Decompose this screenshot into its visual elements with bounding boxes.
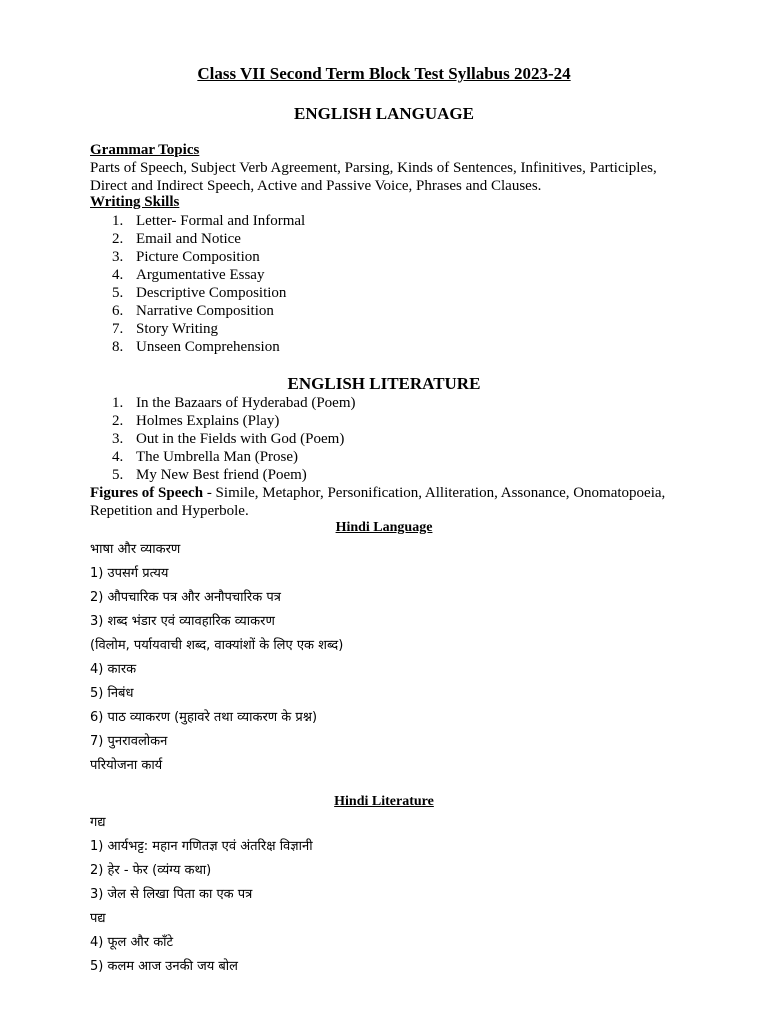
hindi-language-line: 5) निबंध bbox=[90, 686, 134, 701]
list-number: 5. bbox=[112, 467, 124, 483]
list-number: 6. bbox=[112, 303, 124, 319]
list-text: Descriptive Composition bbox=[136, 285, 287, 301]
list-number: 3. bbox=[112, 431, 124, 447]
list-text: Email and Notice bbox=[136, 231, 241, 247]
list-item bbox=[112, 212, 305, 230]
list-number: 7. bbox=[112, 321, 124, 337]
english-literature-list bbox=[112, 394, 356, 484]
list-item bbox=[112, 338, 305, 356]
writing-skills-list bbox=[112, 212, 305, 356]
figures-of-speech bbox=[90, 484, 680, 520]
hindi-literature-line: पद्य bbox=[90, 911, 106, 926]
list-text: In the Bazaars of Hyderabad (Poem) bbox=[136, 395, 356, 411]
figures-text: - Simile, Metaphor, Personification, Alliteration, Assonance, Onomatopoeia, bbox=[203, 485, 666, 501]
figures-line-1 bbox=[90, 484, 680, 502]
list-item bbox=[112, 430, 356, 448]
list-number: 2. bbox=[112, 413, 124, 429]
hindi-language-line: 7) पुनरावलोकन bbox=[90, 734, 168, 749]
hindi-language-line: 6) पाठ व्याकरण (मुहावरे तथा व्याकरण के प्रश्न) bbox=[90, 710, 318, 725]
hindi-literature-line: 5) कलम आज उनकी जय बोल bbox=[90, 959, 238, 974]
list-number: 4. bbox=[112, 267, 124, 283]
grammar-topics-text bbox=[90, 159, 680, 195]
list-item bbox=[112, 394, 356, 412]
hindi-literature-line: 3) जेल से लिखा पिता का एक पत्र bbox=[90, 887, 253, 902]
figures-label: Figures of Speech bbox=[90, 485, 204, 501]
figures-line-2: Repetition and Hyperbole. bbox=[90, 503, 249, 519]
hindi-language-heading: Hindi Language bbox=[335, 520, 433, 535]
list-item bbox=[112, 448, 356, 466]
list-item bbox=[112, 248, 305, 266]
list-item bbox=[112, 412, 356, 430]
list-item bbox=[112, 266, 305, 284]
hindi-literature-line: गद्य bbox=[90, 815, 106, 830]
hindi-language-line: भाषा और व्याकरण bbox=[90, 542, 181, 557]
hindi-language-line: (विलोम, पर्यायवाची शब्द, वाक्यांशों के लिए एक शब्द) bbox=[90, 638, 344, 653]
writing-skills-heading: Writing Skills bbox=[90, 194, 180, 210]
hindi-literature-line: 1) आर्यभट्ट: महान गणितज्ञ एवं अंतरिक्ष विज्ञानी bbox=[90, 839, 313, 854]
hindi-literature-heading: Hindi Literature bbox=[334, 794, 434, 809]
list-number: 2. bbox=[112, 231, 124, 247]
list-text: Letter- Formal and Informal bbox=[136, 213, 306, 229]
list-text: Holmes Explains (Play) bbox=[136, 413, 280, 429]
list-number: 3. bbox=[112, 249, 124, 265]
list-text: The Umbrella Man (Prose) bbox=[136, 449, 299, 465]
english-language-heading: ENGLISH LANGUAGE bbox=[294, 104, 474, 123]
grammar-line-2: Direct and Indirect Speech, Active and Passive Voice, Phrases and Clauses. bbox=[90, 178, 542, 194]
hindi-language-line: 1) उपसर्ग प्रत्यय bbox=[90, 566, 169, 581]
list-number: 8. bbox=[112, 339, 124, 355]
list-text: Picture Composition bbox=[136, 249, 260, 265]
hindi-literature-line: 2) हेर - फेर (व्यंग्य कथा) bbox=[90, 863, 212, 878]
hindi-language-line: 4) कारक bbox=[90, 662, 137, 677]
list-item bbox=[112, 284, 305, 302]
hindi-language-line: परियोजना कार्य bbox=[90, 758, 163, 773]
grammar-topics-heading: Grammar Topics bbox=[90, 142, 200, 158]
hindi-language-line: 2) औपचारिक पत्र और अनौपचारिक पत्र bbox=[90, 590, 281, 605]
list-item bbox=[112, 320, 305, 338]
english-literature-heading: ENGLISH LITERATURE bbox=[287, 374, 481, 393]
hindi-language-line: 3) शब्द भंडार एवं व्यावहारिक व्याकरण bbox=[90, 614, 275, 629]
document-title: Class VII Second Term Block Test Syllabus 2023-24 bbox=[197, 64, 571, 83]
list-item bbox=[112, 466, 356, 484]
list-number: 5. bbox=[112, 285, 124, 301]
list-item bbox=[112, 302, 305, 320]
list-item bbox=[112, 230, 305, 248]
list-text: Unseen Comprehension bbox=[136, 339, 280, 355]
list-number: 4. bbox=[112, 449, 124, 465]
list-text: My New Best friend (Poem) bbox=[136, 467, 307, 483]
list-text: Out in the Fields with God (Poem) bbox=[136, 431, 345, 447]
list-number: 1. bbox=[112, 395, 124, 411]
list-text: Argumentative Essay bbox=[136, 267, 265, 283]
hindi-literature-line: 4) फूल और काँटे bbox=[90, 935, 174, 950]
grammar-line-1: Parts of Speech, Subject Verb Agreement, Parsing, Kinds of Sentences, Infinitives, Participles, bbox=[90, 160, 657, 176]
list-text: Narrative Composition bbox=[136, 303, 274, 319]
list-number: 1. bbox=[112, 213, 124, 229]
list-text: Story Writing bbox=[136, 321, 219, 337]
